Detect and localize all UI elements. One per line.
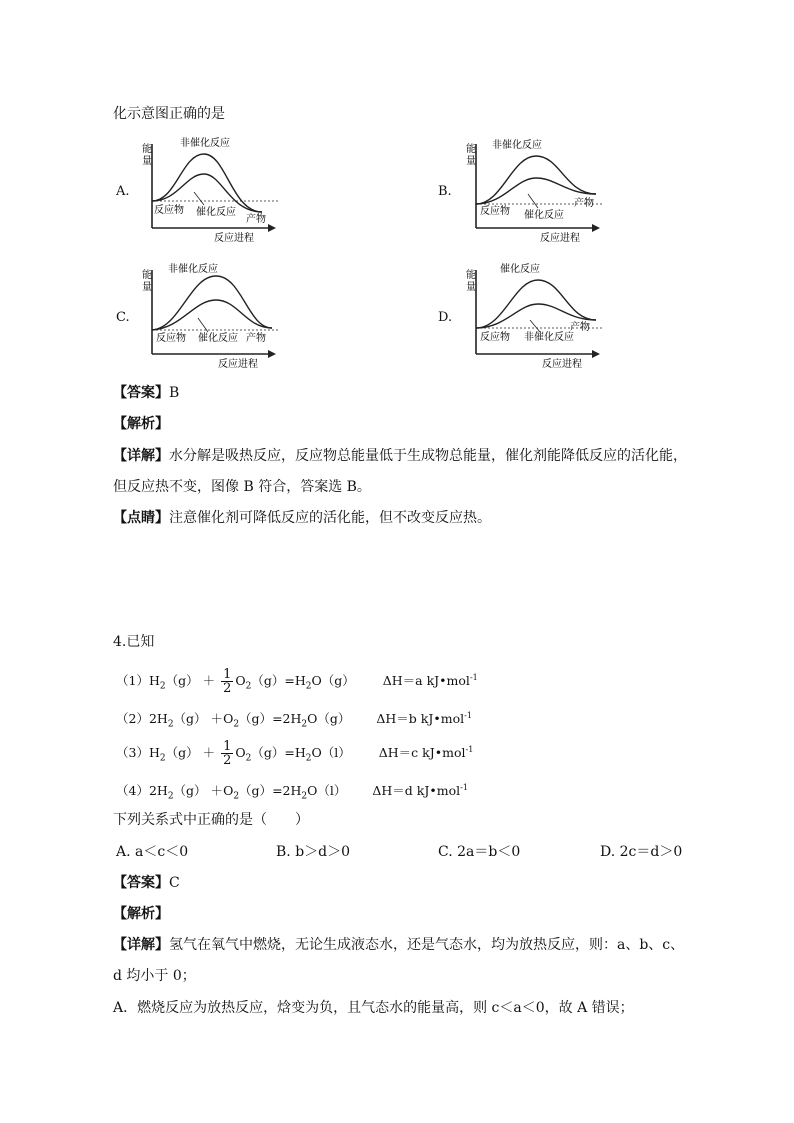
svg-text:反应进程: 反应进程 [540, 233, 580, 244]
y-label-1: 能 [142, 144, 152, 155]
option-d-energy-diagram [462, 258, 612, 370]
svg-text:量: 量 [142, 282, 152, 293]
q4-detail-line-1: 【详解】氢气在氧气中燃烧，无论生成液态水，还是气态水，均为放热反应，则：a、b、c、 [113, 937, 685, 953]
option-c-energy-diagram [138, 258, 288, 370]
svg-text:非催化反应: 非催化反应 [492, 140, 542, 151]
product-label: 产物 [246, 214, 266, 225]
svg-text:反应进程: 反应进程 [542, 359, 582, 370]
svg-text:量: 量 [466, 156, 476, 167]
svg-text:能: 能 [466, 270, 476, 281]
equation-2: $(2)2H_2(g) +O_2(g)=2H_2O(g)$ ΔH＝b kJ•mol$^{-1}$ [116, 711, 472, 730]
q3-analysis-tag: 【解析】 [113, 416, 169, 432]
q3-tip-line: 【点睛】注意催化剂可降低反应的活化能，但不改变反应热。 [113, 510, 491, 526]
option-a-letter: A. [116, 184, 130, 199]
svg-text:非催化反应: 非催化反应 [524, 332, 574, 343]
answer-tag: 【答案】 [113, 385, 169, 401]
option-c-letter: C. [116, 310, 130, 325]
option-d-letter: D. [438, 310, 453, 325]
leader-line [194, 192, 204, 205]
choice-b: B. b＞d＞0 [276, 844, 351, 860]
equation-3: $(3)H_2(g)$ ＋ $\frac{1}{2}$ $O_2(g)=H_2O(l)$ ΔH＝c kJ•mol$^{-1}$ [116, 739, 474, 769]
svg-text:产物: 产物 [574, 198, 594, 209]
svg-text:反应物: 反应物 [480, 206, 510, 217]
svg-text:催化反应: 催化反应 [524, 210, 564, 221]
choice-c: C. 2a＝b＜0 [438, 844, 521, 860]
q4-stem: 4.已知 [113, 634, 155, 650]
q4-analysis-tag: 【解析】 [113, 906, 169, 922]
svg-text:能: 能 [142, 270, 152, 281]
q4-question: 下列关系式中正确的是（ ） [113, 812, 309, 828]
q3-detail-line-2: 但反应热不变，图像 B 符合，答案选 B。 [113, 479, 371, 495]
lower-curve-label: 催化反应 [196, 207, 236, 218]
answer-value: B [169, 385, 180, 401]
q4-detail-line-2: d 均小于 0； [113, 968, 196, 984]
svg-text:产物: 产物 [570, 322, 590, 333]
svg-text:反应物: 反应物 [156, 333, 186, 344]
svg-text:反应进程: 反应进程 [218, 359, 258, 370]
y-label-2: 量 [142, 156, 152, 167]
x-axis-arrow [268, 224, 276, 232]
equation-4: $(4)2H_2(g) +O_2(g)=2H_2O(l)$ ΔH＝d kJ•mol$^{-1}$ [116, 783, 468, 802]
x-axis-label: 反应进程 [214, 233, 254, 244]
fraction-half: $\frac{1}{2}$ [223, 739, 232, 769]
choice-d: D. 2c＝d＞0 [600, 844, 683, 860]
fraction-half: $\frac{1}{2}$ [223, 667, 232, 697]
svg-text:非催化反应: 非催化反应 [168, 264, 218, 275]
question-stem-tail: 化示意图正确的是 [113, 106, 225, 122]
option-b-energy-diagram [462, 132, 612, 244]
equation-1: $(1)H_2(g)$ ＋ $\frac{1}{2}$ $O_2(g)=H_2O(g)$ ΔH＝a kJ•mol$^{-1}$ [116, 667, 478, 697]
top-curve-label: 非催化反应 [180, 138, 230, 149]
svg-text:产物: 产物 [246, 333, 266, 344]
svg-text:催化反应: 催化反应 [500, 264, 540, 275]
q3-answer-line [113, 383, 179, 403]
svg-text:量: 量 [466, 282, 476, 293]
svg-text:能: 能 [466, 144, 476, 155]
option-a-energy-diagram [138, 132, 288, 244]
q3-detail-line-1: 【详解】水分解是吸热反应，反应物总能量低于生成物总能量，催化剂能降低反应的活化能， [113, 448, 687, 464]
q4-answer-line: 【答案】C [113, 875, 180, 891]
q4-detail-line-3: A．燃烧反应为放热反应，焓变为负，且气态水的能量高，则 c＜a＜0，故 A 错误； [113, 1000, 634, 1016]
choice-a: A. a＜c＜0 [116, 844, 189, 860]
reactant-label: 反应物 [154, 205, 184, 216]
option-b-letter: B. [438, 184, 452, 199]
uncatalyzed-curve [152, 154, 262, 212]
svg-text:反应物: 反应物 [480, 332, 510, 343]
svg-text:催化反应: 催化反应 [198, 333, 238, 344]
